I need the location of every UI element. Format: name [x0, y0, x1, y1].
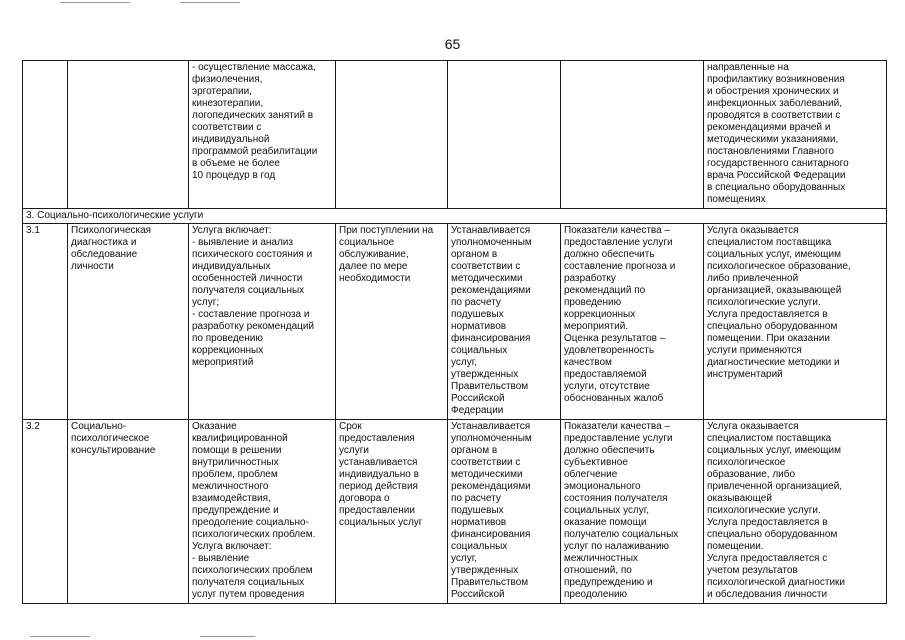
cell-timing	[336, 61, 448, 209]
cell-norms	[448, 61, 561, 209]
cell-number: 3.1	[23, 224, 68, 420]
page-number: 65	[444, 36, 461, 52]
scan-edge-mark	[30, 636, 90, 637]
cell-service-content: Услуга включает: - выявление и анализ психического состояния и индивидуальных особенностей личности получателя социальных услуг; - составление прогноза и разработку рекомендаций по проведению коррекционных мероприятий	[189, 224, 336, 420]
cell-service-content: Оказание квалифицированной помощи в решении внутриличностных проблем, проблем межличностного взаимодействия, предупреждение и преодоление социально- психологических проблем. Услуга включает: - выявление психологических проблем получателя социальных услуг путем проведения	[189, 420, 336, 604]
cell-service-content: - осуществление массажа, физиолечения, эрготерапии, кинезотерапии, логопедических занятий в соответствии с индивидуальной программой реабилитации в объеме не более 10 процедур в год	[189, 61, 336, 209]
services-table	[22, 60, 887, 604]
section-header: 3. Социально-психологические услуги	[23, 209, 887, 224]
cell-conditions: Услуга оказывается специалистом поставщика социальных услуг, имеющим психологическое образование, либо привлеченной организацией, оказывающей психологические услуги. Услуга предоставляется в специально оборудованном помещении. При оказании услуги применяются диагностические методики и инструментарий	[704, 224, 887, 420]
cell-service-name	[68, 61, 189, 209]
section-header-row	[23, 209, 887, 224]
scan-edge-mark	[60, 2, 130, 3]
cell-conditions: направленные на профилактику возникновения и обострения хронических и инфекционных заболеваний, проводятся в соответствии с рекомендациями врачей и методическими указаниями, постановлениями Главного государственного санитарного врача Российской Федерации в специально оборудованных помещениях	[704, 61, 887, 209]
cell-service-name: Социально- психологическое консультирование	[68, 420, 189, 604]
scan-edge-mark	[200, 636, 255, 637]
cell-timing: При поступлении на социальное обслуживание, далее по мере необходимости	[336, 224, 448, 420]
cell-quality	[561, 61, 704, 209]
cell-service-name: Психологическая диагностика и обследование личности	[68, 224, 189, 420]
cell-norms: Устанавливается уполномоченным органом в соответствии с методическими рекомендациями по расчету подушевых нормативов финансирования социальных услуг, утвержденных Правительством Российской Федерации	[448, 224, 561, 420]
cell-number: 3.2	[23, 420, 68, 604]
table-row-3-2	[23, 420, 887, 604]
cell-number	[23, 61, 68, 209]
scan-edge-mark	[180, 2, 240, 3]
cell-timing: Срок предоставления услуги устанавливается индивидуально в период действия договора о предоставлении социальных услуг	[336, 420, 448, 604]
cell-quality: Показатели качества – предоставление услуги должно обеспечить субъективное облегчение эмоционального состояния получателя социальных услуг, оказание помощи получателю социальных услуг по налаживанию межличностных отношений, по предупреждению и преодолению	[561, 420, 704, 604]
table-row-3-1	[23, 224, 887, 420]
table-row-continuation	[23, 61, 887, 209]
cell-conditions: Услуга оказывается специалистом поставщика социальных услуг, имеющим психологическое образование, либо привлеченной организацией, оказывающей психологические услуги. Услуга предоставляется в специально оборудованном помещении. Услуга предоставляется с учетом результатов психологической диагностики и обследования личности	[704, 420, 887, 604]
cell-quality: Показатели качества – предоставление услуги должно обеспечить составление прогноза и разработку рекомендаций по проведению коррекционных мероприятий. Оценка результатов – удовлетворенность качеством предоставляемой услуги, отсутствие обоснованных жалоб	[561, 224, 704, 420]
cell-norms: Устанавливается уполномоченным органом в соответствии с методическими рекомендациями по расчету подушевых нормативов финансирования социальных услуг, утвержденных Правительством Российской	[448, 420, 561, 604]
